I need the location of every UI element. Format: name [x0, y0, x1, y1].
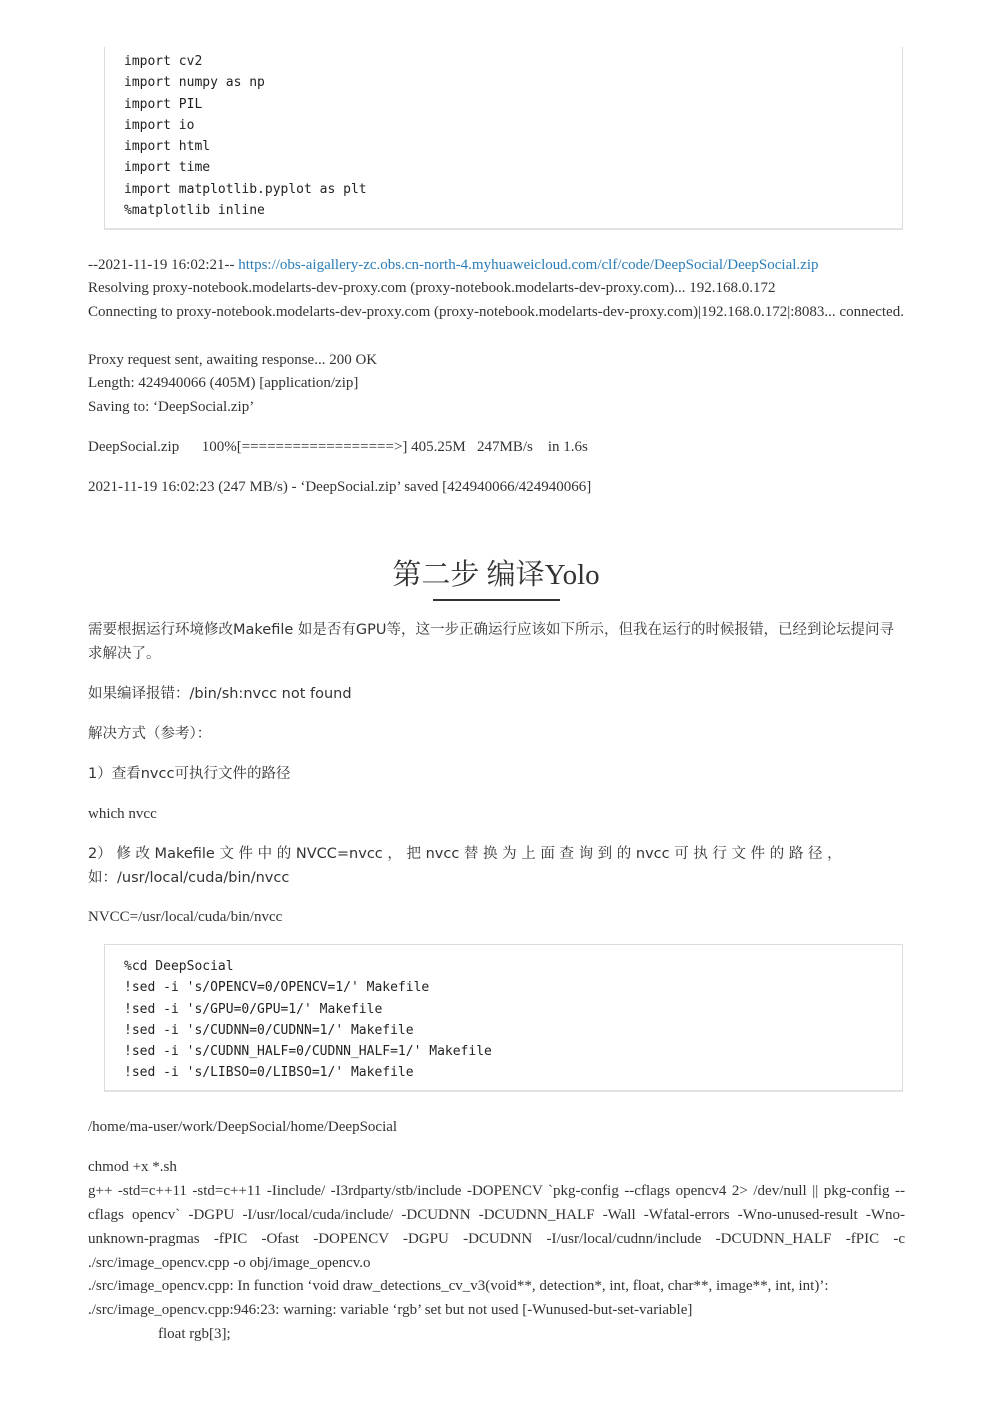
code-line: import cv2 [124, 54, 203, 69]
code-line: import numpy as np [124, 75, 265, 91]
code-line: !sed -i 's/LIBSO=0/LIBSO=1/' Makefile [124, 1065, 414, 1081]
progress-line: DeepSocial.zip 100%[==================>] 405.25M 247MB/s in 1.6s [88, 439, 588, 455]
heading-underline [433, 599, 560, 601]
gpp-command: g++ -std=c++11 -std=c++11 -Iinclude/ -I3rdparty/stb/include -DOPENCV `pkg-config --cflags opencv4 2> /dev/null || pkg-config --cflags opencv` -DGPU -I/usr/local/cuda/include/ -DCUDNN -DCUDNN_HALF -Wall -Wfatal-errors -Wno-unused-result -Wno-unknown-pragmas -fPIC -Ofast -DOPENCV -DGPU -DCUDNN -I/usr/local/cudnn/include -DCUDNN_HALF -fPIC -c ./src/image_opencv.cpp -o obj/image_opencv.o [88, 1183, 905, 1271]
intro-paragraph: 需要根据运行环境修改Makefile 如是否有GPU等，这一步正确运行应该如下所示，但我在运行的时候报错，已经到论坛提问寻求解决了。 [88, 622, 894, 662]
step-2-result: NVCC=/usr/local/cuda/bin/nvcc [88, 909, 283, 925]
length-line: Length: 424940066 (405M) [application/zip] [88, 375, 359, 391]
warning-line: ./src/image_opencv.cpp:946:23: warning: variable ‘rgb’ set but not used [-Wunused-but-set-variable] [88, 1302, 693, 1318]
chmod-line: chmod +x *.sh [88, 1159, 177, 1175]
code-line: %matplotlib inline [124, 203, 265, 219]
code-line: import PIL [124, 96, 203, 112]
proxy-request-line: Proxy request sent, awaiting response... 200 OK [88, 352, 378, 368]
code-line: %cd DeepSocial [124, 959, 234, 974]
source-line: float rgb[3]; [158, 1326, 231, 1342]
step-1-command: which nvcc [88, 806, 157, 822]
code-line: import time [124, 160, 211, 176]
saved-line: 2021-11-19 16:02:23 (247 MB/s) - ‘DeepSocial.zip’ saved [424940066/424940066] [88, 479, 592, 495]
connecting-line: Connecting to proxy-notebook.modelarts-dev-proxy.com (proxy-notebook.modelarts-dev-proxy.com)|192.168.0.172|:8083... connected. [88, 304, 904, 320]
resolving-line: Resolving proxy-notebook.modelarts-dev-proxy.com (proxy-notebook.modelarts-dev-proxy.com)... 192.168.0.172 [88, 280, 776, 296]
download-url-link[interactable]: https://obs-aigallery-zc.obs.cn-north-4.myhuaweicloud.com/clf/code/DeepSocial/DeepSocial.zip [238, 257, 819, 273]
saving-line: Saving to: ‘DeepSocial.zip’ [88, 399, 255, 415]
section-heading: 第二步 编译Yolo [392, 559, 600, 591]
step-2: 2） 修 改 Makefile 文 件 中 的 NVCC=nvcc ， 把 nvcc 替 换 为 上 面 查 询 到 的 nvcc 可 执 行 文 件 的 路 径 ，如：/usr/local/cuda/bin/nvcc [88, 846, 842, 886]
download-start-line [88, 253, 818, 277]
code-line: !sed -i 's/CUDNN_HALF=0/CUDNN_HALF=1/' Makefile [124, 1044, 492, 1060]
timestamp-prefix: --2021-11-19 16:02:21-- [88, 257, 235, 273]
code-block-imports [104, 47, 903, 230]
code-block-sed [104, 944, 903, 1092]
step-1: 1）查看nvcc可执行文件的路径 [88, 766, 291, 782]
code-line: import matplotlib.pyplot as plt [124, 181, 367, 197]
in-function-line: ./src/image_opencv.cpp: In function ‘void draw_detections_cv_v3(void**, detection*, int, float, char**, image**, int, int)’: [88, 1278, 829, 1294]
error-note: 如果编译报错：/bin/sh:nvcc not found [88, 686, 352, 702]
cwd-line: /home/ma-user/work/DeepSocial/home/DeepSocial [88, 1119, 398, 1135]
code-line: !sed -i 's/OPENCV=0/OPENCV=1/' Makefile [124, 980, 430, 996]
code-line: import io [124, 117, 195, 133]
code-line: !sed -i 's/GPU=0/GPU=1/' Makefile [124, 1001, 383, 1017]
code-line: !sed -i 's/CUDNN=0/CUDNN=1/' Makefile [124, 1022, 414, 1038]
code-line: import html [124, 139, 211, 155]
solution-title: 解决方式（参考）： [88, 726, 212, 742]
